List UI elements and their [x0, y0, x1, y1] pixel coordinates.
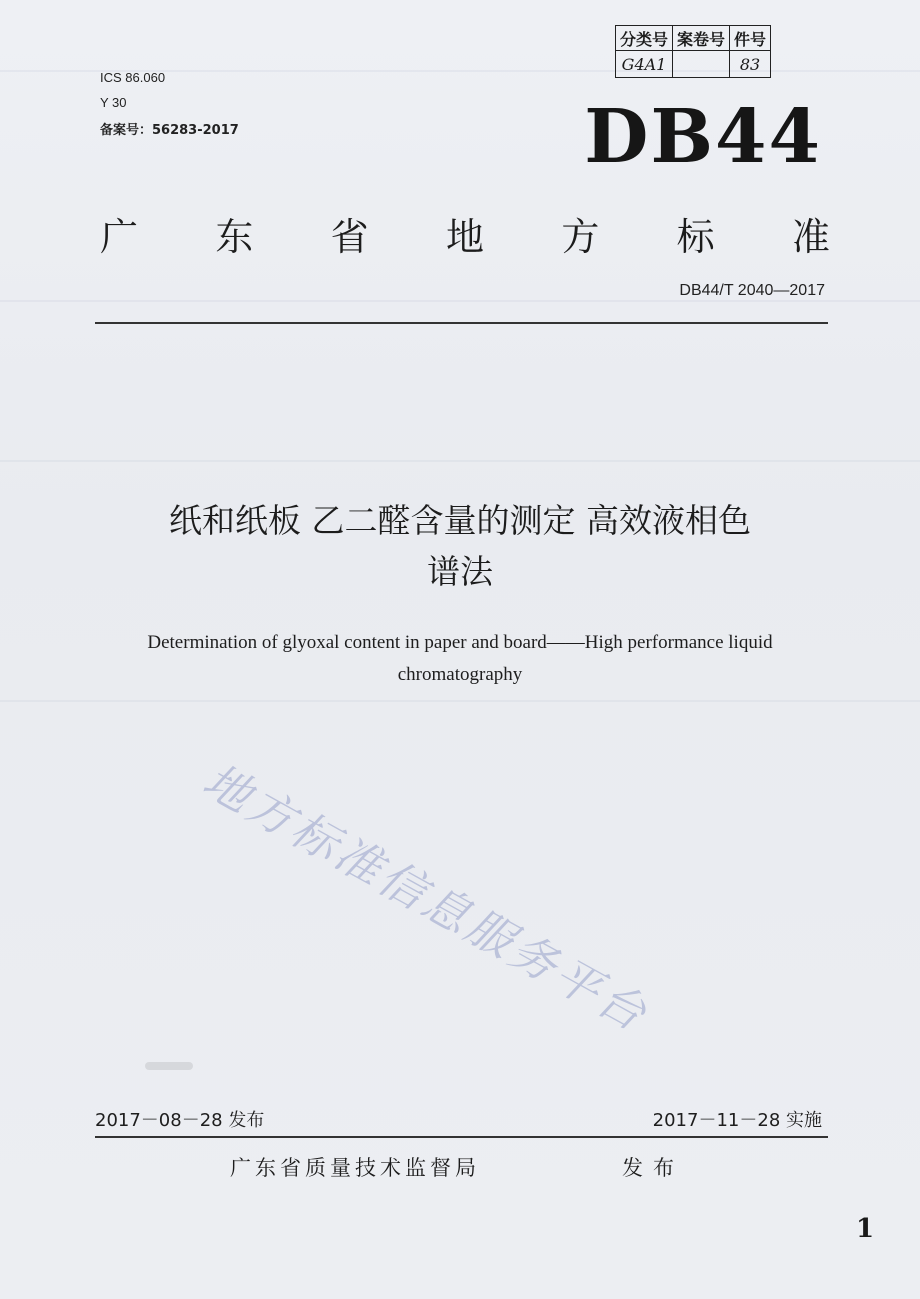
title-char: 东 [215, 215, 254, 259]
page-number: 1 [856, 1214, 875, 1244]
scan-speck [145, 1062, 193, 1070]
issuing-authority: 广东省质量技术监督局 [230, 1156, 480, 1180]
stamp-value-item: 83 [730, 51, 771, 78]
title-char: 准 [791, 215, 830, 259]
implement-date: 2017－11－28 实施 [652, 1110, 822, 1131]
scan-artifact [0, 700, 920, 702]
issue-label: 发布 [622, 1156, 684, 1180]
scan-artifact [0, 460, 920, 462]
db44-logo: DB44 [584, 94, 822, 180]
archive-stamp [615, 25, 771, 78]
title-char: 标 [676, 215, 715, 259]
title-english-line-2: chromatography [397, 664, 523, 685]
stamp-header: 案卷号 [673, 26, 730, 51]
ics-code: ICS 86.060 [100, 70, 166, 85]
stamp-header: 分类号 [616, 26, 673, 51]
title-char: 方 [561, 215, 600, 259]
ccs-code: Y 30 [100, 95, 127, 110]
title-char: 地 [445, 215, 484, 259]
footer-divider [95, 1136, 828, 1138]
title-char: 省 [330, 215, 369, 259]
stamp-value-file [673, 51, 730, 78]
standard-type-title [100, 206, 830, 261]
scan-artifact [0, 300, 920, 302]
watermark: 地方标准信息服务平台 [194, 752, 658, 1043]
header-divider [95, 322, 828, 324]
title-char: 广 [100, 215, 139, 259]
title-chinese-line-2: 谱法 [427, 552, 493, 591]
standard-code: DB44/T 2040—2017 [679, 282, 825, 299]
stamp-header: 件号 [730, 26, 771, 51]
record-number: 备案号：56283-2017 [100, 123, 239, 138]
title-chinese-line-1: 纸和纸板 乙二醛含量的测定 高效液相色 [169, 501, 751, 540]
title-english-line-1: Determination of glyoxal content in paper and board——High performance liquid [147, 632, 773, 653]
stamp-value-category: G4A1 [616, 51, 673, 78]
publish-date: 2017－08－28 发布 [95, 1110, 265, 1131]
